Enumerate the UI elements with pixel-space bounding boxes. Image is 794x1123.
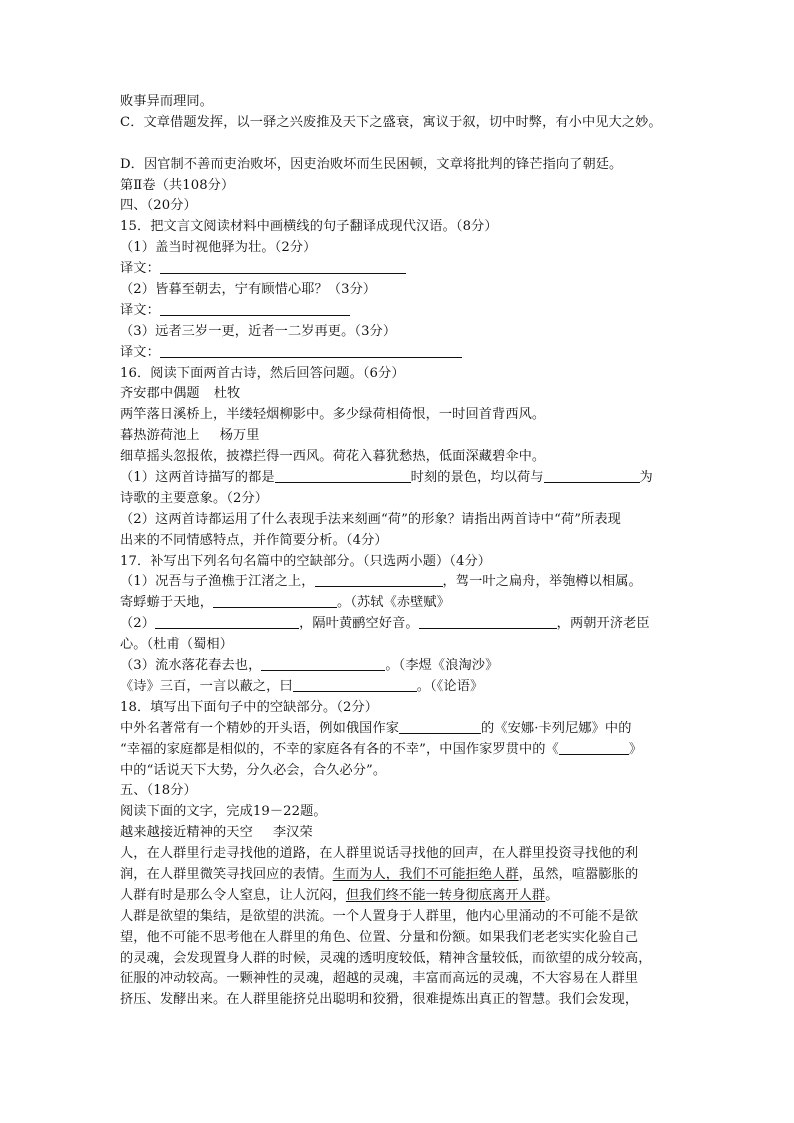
q18-line-2 xyxy=(120,740,690,761)
q18-line-1 xyxy=(120,719,690,740)
q17-item-1 xyxy=(120,572,690,593)
poem-title-1 xyxy=(120,384,690,405)
blank-gap xyxy=(120,134,690,155)
text-span: ，两朝开济老臣 xyxy=(556,616,650,632)
answer-blank[interactable] xyxy=(160,259,406,274)
fill-blank[interactable] xyxy=(275,468,411,483)
text-span: （2） xyxy=(120,616,156,632)
answer-label: 译文： xyxy=(120,261,160,277)
text-line: 出来的不同情感特点，并作简要分析。（4分） xyxy=(120,532,388,548)
text-span: ，驾一叶之扁舟，举匏樽以相属。 xyxy=(442,574,642,590)
text-span: （1）况吾与子渔樵于江渚之上， xyxy=(120,574,315,590)
poem-body-2: 细草摇头忽报侬，披襟拦得一西风。荷花入暮犹愁热，低面深藏碧伞中。 xyxy=(120,449,546,465)
fill-blank[interactable] xyxy=(315,572,443,587)
fill-blank[interactable] xyxy=(293,677,417,692)
section-title: 第Ⅱ卷（共108分） xyxy=(120,177,235,193)
text-span: 为 xyxy=(639,470,653,486)
text-span: 。（苏轼《赤壁赋》 xyxy=(337,595,451,611)
article-title xyxy=(120,823,690,844)
poem-title: 齐安郡中偶题 xyxy=(120,386,200,402)
text-span: 。（《论语》 xyxy=(416,678,484,694)
article-paragraph-line xyxy=(120,865,690,886)
poem-body-1: 两竿落日溪桥上，半缕轻烟柳影中。多少绿荷相倚恨，一时回首背西风。 xyxy=(120,407,546,423)
article-paragraph-line xyxy=(120,886,690,907)
text-span: 。（李煜《浪淘沙》 xyxy=(385,658,499,674)
q15-item-1: （1）盖当时视他驿为壮。（2分） xyxy=(120,240,317,256)
question-15: 15．把文言文阅读材料中画横线的句子翻译成现代汉语。（8分） xyxy=(120,219,498,235)
text-span: （1）这两首诗描写的都是 xyxy=(120,470,275,486)
q16-item-1 xyxy=(120,468,690,489)
fill-blank[interactable] xyxy=(544,468,640,483)
text-span: 。 xyxy=(545,887,559,903)
option-d: D．因官制不善而吏治败坏，因吏治败坏而生民困顿，文章将批判的锋芒指向了朝廷。 xyxy=(120,156,623,172)
fill-blank[interactable] xyxy=(399,719,481,734)
poem-author: 杨万里 xyxy=(219,428,260,444)
article-paragraph-line: 挤压、发酵出来。在人群里能挤兑出聪明和狡猾，很难提炼出真正的智慧。我们会发现， xyxy=(120,992,639,1008)
text-span: 中外名著常有一个精妙的开头语，例如俄国作家 xyxy=(120,720,400,736)
fill-blank[interactable] xyxy=(559,740,629,755)
answer-label: 译文： xyxy=(120,302,160,318)
text-span: ，虽然，喧嚣膨胀的 xyxy=(518,866,639,882)
fill-blank[interactable] xyxy=(419,614,557,629)
text-span: 人群有时是那么令人窒息，让人沉闷， xyxy=(120,887,346,903)
underlined-sentence: 生而为人，我们不可能拒绝人群 xyxy=(332,866,519,882)
answer-line xyxy=(120,259,690,280)
option-c: C．文章借题发挥，以一驿之兴废推及天下之盛衰，寓议于叙，切中时弊，有小中见大之妙。 xyxy=(120,114,662,130)
q15-item-2: （2）皆暮至朝去，宁有顾惜心耶？（3分） xyxy=(120,282,377,298)
text-span: 时刻的景色，均以荷与 xyxy=(410,470,544,486)
answer-blank[interactable] xyxy=(160,343,462,358)
answer-label: 译文： xyxy=(120,344,160,360)
fill-blank[interactable] xyxy=(261,656,385,671)
text-span: （3）流水落花春去也， xyxy=(120,658,262,674)
text-span: 的《安娜·卡列尼娜》中的 xyxy=(481,720,632,736)
article-paragraph-line: 人，在人群里行走寻找他的道路，在人群里说话寻找他的回声，在人群里投资寻找他的利 xyxy=(120,846,639,862)
part-heading: 五、（18分） xyxy=(120,783,197,799)
q17-item-2 xyxy=(120,614,690,635)
question-18: 18．填写出下面句子中的空缺部分。（2分） xyxy=(120,699,379,715)
text-line xyxy=(120,593,690,614)
q17-item-3 xyxy=(120,656,690,677)
fill-blank[interactable] xyxy=(155,614,299,629)
question-17: 17．补写出下列名句名篇中的空缺部分。（只选两小题）（4分） xyxy=(120,553,492,569)
q16-item-2: （2）这两首诗都运用了什么表现手法来刻画“荷”的形象？请指出两首诗中“荷”所表现 xyxy=(120,511,621,527)
poem-title-2 xyxy=(120,426,690,447)
poem-author: 杜牧 xyxy=(213,386,241,402)
article-author: 李汉荣 xyxy=(272,825,313,841)
article-paragraph-line: 征服的冲动较高。一颗神性的灵魂，超越的灵魂，丰富而高远的灵魂，不大容易在人群里 xyxy=(120,971,639,987)
answer-line xyxy=(120,301,690,322)
article-paragraph-line: 人群是欲望的集结，是欲望的洪流。一个人置身于人群里，他内心里涌动的不可能不是欲 xyxy=(120,908,639,924)
document-page xyxy=(120,92,690,1011)
article-paragraph-line: 望，他不可能不思考他在人群里的角色、位置、分量和份额。如果我们老老实实化验自己 xyxy=(120,929,639,945)
fill-blank[interactable] xyxy=(213,593,337,608)
article-paragraph-line: 的灵魂，会发现置身人群的时候，灵魂的透明度较低，精神含量较低，而欲望的成分较高， xyxy=(120,950,652,966)
underlined-sentence: 但我们终不能一转身彻底离开人群 xyxy=(345,887,546,903)
text-line: 心。（杜甫（蜀相） xyxy=(120,637,233,653)
answer-blank[interactable] xyxy=(160,301,350,316)
text-span: ，隔叶黄鹂空好音。 xyxy=(299,616,419,632)
text-span: 寄蜉蝣于天地， xyxy=(120,595,214,611)
answer-line xyxy=(120,343,690,364)
article-title-text: 越来越接近精神的天空 xyxy=(120,825,253,841)
part-heading: 四、（20分） xyxy=(120,198,197,214)
text-span: 润，在人群里微笑寻找回应的表情。 xyxy=(120,866,333,882)
text-span: 》 xyxy=(628,741,643,757)
reading-instruction: 阅读下面的文字，完成19－22题。 xyxy=(120,804,327,820)
text-span: 《诗》三百，一言以蔽之，曰 xyxy=(120,678,293,694)
text-line: 诗歌的主要意象。（2分） xyxy=(120,490,269,506)
poem-title: 暮热游荷池上 xyxy=(120,428,200,444)
text-line: 中的“话说天下大势，分久必会，合久必分”。 xyxy=(120,762,387,778)
q15-item-3: （3）远者三岁一更，近者一二岁再更。（3分） xyxy=(120,323,397,339)
text-line xyxy=(120,677,690,698)
text-span: “幸福的家庭都是相似的，不幸的家庭各有各的不幸”，中国作家罗贯中的《 xyxy=(120,741,559,757)
text-line: 败事异而理同。 xyxy=(120,94,214,109)
question-16: 16．阅读下面两首古诗，然后回答问题。（6分） xyxy=(120,365,405,381)
